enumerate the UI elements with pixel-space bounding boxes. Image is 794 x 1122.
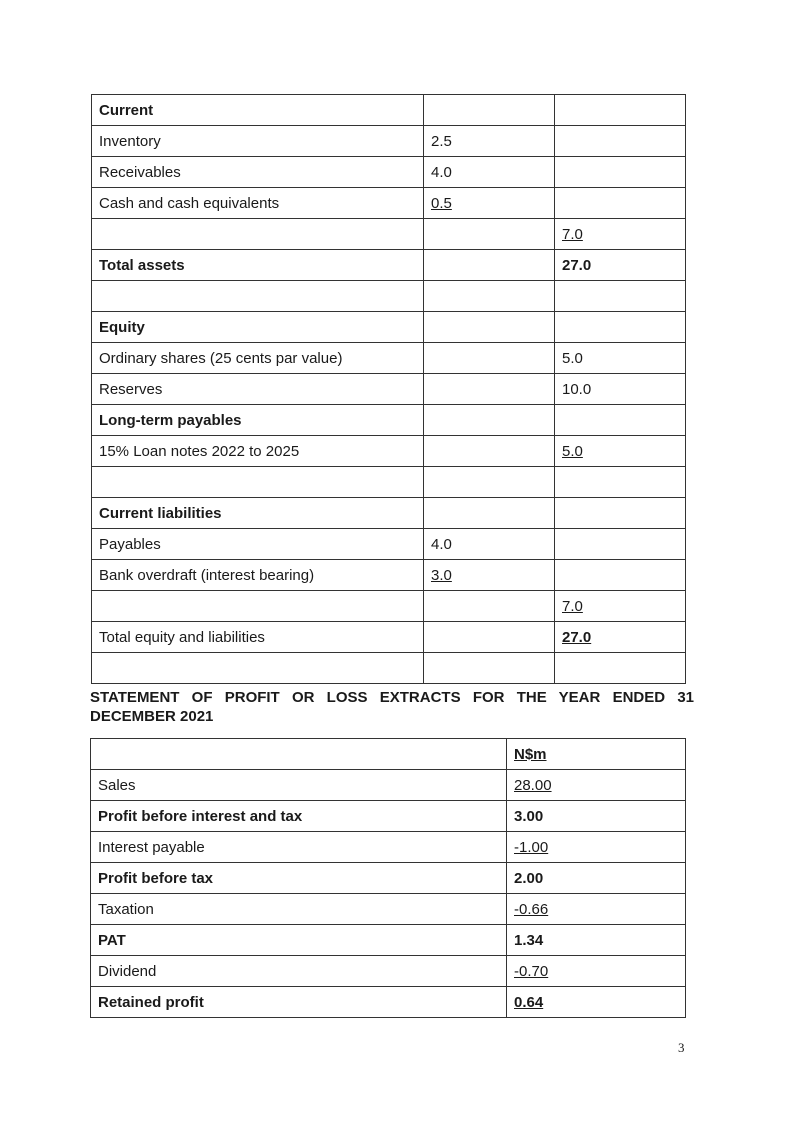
balance-sheet-row bbox=[92, 188, 686, 219]
row-label: 15% Loan notes 2022 to 2025 bbox=[92, 436, 424, 467]
row-total-cell: 7.0 bbox=[555, 591, 686, 622]
row-subtotal-cell bbox=[424, 405, 555, 436]
row-label bbox=[92, 591, 424, 622]
page-number: 3 bbox=[678, 1040, 685, 1055]
balance-sheet-row bbox=[92, 374, 686, 405]
profit-or-loss-row bbox=[91, 801, 686, 832]
profit-or-loss-row bbox=[91, 832, 686, 863]
balance-sheet-row bbox=[92, 591, 686, 622]
balance-sheet-row bbox=[92, 312, 686, 343]
row-subtotal-cell bbox=[424, 374, 555, 405]
row-total-cell: 5.0 bbox=[555, 436, 686, 467]
row-label: Sales bbox=[91, 770, 507, 801]
profit-or-loss-row bbox=[91, 925, 686, 956]
row-label: Total assets bbox=[92, 250, 424, 281]
row-label: PAT bbox=[91, 925, 507, 956]
balance-sheet-row bbox=[92, 126, 686, 157]
row-label: Ordinary shares (25 cents par value) bbox=[92, 343, 424, 374]
balance-sheet-row bbox=[92, 622, 686, 653]
row-label: Bank overdraft (interest bearing) bbox=[92, 560, 424, 591]
profit-or-loss-row bbox=[91, 987, 686, 1018]
profit-or-loss-body bbox=[91, 739, 686, 1018]
row-label: Interest payable bbox=[91, 832, 507, 863]
row-subtotal-cell bbox=[424, 343, 555, 374]
row-label bbox=[91, 739, 507, 770]
row-total-cell: 27.0 bbox=[555, 622, 686, 653]
balance-sheet-row bbox=[92, 529, 686, 560]
row-total-cell bbox=[555, 529, 686, 560]
row-label: Profit before interest and tax bbox=[91, 801, 507, 832]
row-subtotal-cell bbox=[424, 653, 555, 684]
row-subtotal-cell bbox=[424, 591, 555, 622]
balance-sheet-row bbox=[92, 250, 686, 281]
balance-sheet-row bbox=[92, 467, 686, 498]
row-label: Current bbox=[92, 95, 424, 126]
profit-or-loss-table bbox=[90, 738, 686, 1018]
row-label bbox=[92, 281, 424, 312]
profit-or-loss-row bbox=[91, 894, 686, 925]
profit-or-loss-row bbox=[91, 770, 686, 801]
row-subtotal-cell: 4.0 bbox=[424, 157, 555, 188]
balance-sheet-row bbox=[92, 219, 686, 250]
row-subtotal-cell: 4.0 bbox=[424, 529, 555, 560]
row-subtotal-cell bbox=[424, 467, 555, 498]
profit-or-loss-row bbox=[91, 956, 686, 987]
row-subtotal-cell: 0.5 bbox=[424, 188, 555, 219]
row-value: -0.66 bbox=[507, 894, 686, 925]
row-label: Taxation bbox=[91, 894, 507, 925]
row-label: Retained profit bbox=[91, 987, 507, 1018]
row-total-cell bbox=[555, 126, 686, 157]
balance-sheet-row bbox=[92, 498, 686, 529]
balance-sheet-row bbox=[92, 405, 686, 436]
row-label: Payables bbox=[92, 529, 424, 560]
balance-sheet-row bbox=[92, 343, 686, 374]
profit-or-loss-heading: STATEMENT OF PROFIT OR LOSS EXTRACTS FOR THE YEAR ENDED 31 DECEMBER 2021 bbox=[90, 689, 694, 725]
row-subtotal-cell bbox=[424, 95, 555, 126]
row-value: 3.00 bbox=[507, 801, 686, 832]
row-total-cell bbox=[555, 95, 686, 126]
balance-sheet-row bbox=[92, 436, 686, 467]
row-total-cell bbox=[555, 188, 686, 219]
row-total-cell bbox=[555, 467, 686, 498]
row-total-cell bbox=[555, 405, 686, 436]
row-total-cell: 10.0 bbox=[555, 374, 686, 405]
balance-sheet-row bbox=[92, 281, 686, 312]
balance-sheet-table bbox=[91, 94, 686, 684]
row-total-cell: 27.0 bbox=[555, 250, 686, 281]
balance-sheet-row bbox=[92, 157, 686, 188]
row-value: 2.00 bbox=[507, 863, 686, 894]
row-label: Receivables bbox=[92, 157, 424, 188]
row-subtotal-cell bbox=[424, 498, 555, 529]
row-label: Dividend bbox=[91, 956, 507, 987]
row-value: 0.64 bbox=[507, 987, 686, 1018]
row-label bbox=[92, 653, 424, 684]
row-label: Equity bbox=[92, 312, 424, 343]
row-label: Profit before tax bbox=[91, 863, 507, 894]
row-label: Current liabilities bbox=[92, 498, 424, 529]
row-value: 28.00 bbox=[507, 770, 686, 801]
row-total-cell bbox=[555, 560, 686, 591]
row-label: Cash and cash equivalents bbox=[92, 188, 424, 219]
row-subtotal-cell bbox=[424, 622, 555, 653]
row-subtotal-cell: 3.0 bbox=[424, 560, 555, 591]
row-label: Long-term payables bbox=[92, 405, 424, 436]
row-subtotal-cell bbox=[424, 281, 555, 312]
row-label: Total equity and liabilities bbox=[92, 622, 424, 653]
row-label: Reserves bbox=[92, 374, 424, 405]
profit-or-loss-row bbox=[91, 739, 686, 770]
row-label bbox=[92, 467, 424, 498]
row-subtotal-cell: 2.5 bbox=[424, 126, 555, 157]
row-value: -0.70 bbox=[507, 956, 686, 987]
row-subtotal-cell bbox=[424, 436, 555, 467]
row-subtotal-cell bbox=[424, 312, 555, 343]
row-subtotal-cell bbox=[424, 219, 555, 250]
row-total-cell bbox=[555, 653, 686, 684]
row-total-cell bbox=[555, 281, 686, 312]
row-value: 1.34 bbox=[507, 925, 686, 956]
row-total-cell bbox=[555, 157, 686, 188]
balance-sheet-body bbox=[92, 95, 686, 684]
row-total-cell bbox=[555, 312, 686, 343]
row-total-cell: 5.0 bbox=[555, 343, 686, 374]
row-value: N$m bbox=[507, 739, 686, 770]
row-label: Inventory bbox=[92, 126, 424, 157]
row-total-cell: 7.0 bbox=[555, 219, 686, 250]
balance-sheet-row bbox=[92, 653, 686, 684]
profit-or-loss-row bbox=[91, 863, 686, 894]
balance-sheet-row bbox=[92, 95, 686, 126]
row-total-cell bbox=[555, 498, 686, 529]
row-subtotal-cell bbox=[424, 250, 555, 281]
row-label bbox=[92, 219, 424, 250]
row-value: -1.00 bbox=[507, 832, 686, 863]
balance-sheet-row bbox=[92, 560, 686, 591]
